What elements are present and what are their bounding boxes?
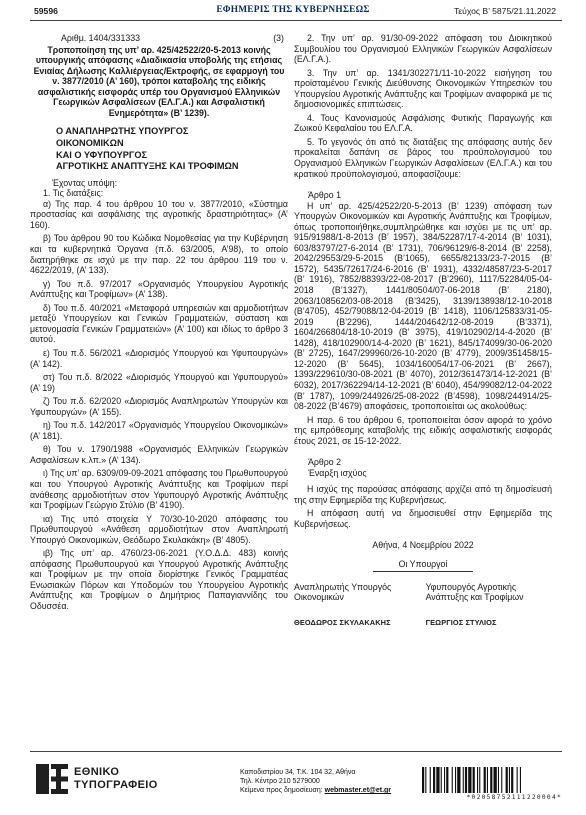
decision-title: Τροποποίηση της υπ’ αρ. 425/42522/20-5-2013 κοινής υπουργικής απόφασης «Διαδικασία υποβολής της ετήσιας Ενιαίας Δήλωσης Καλλιέργειας/Εκτροφής, σε εφαρμογή του ν. 3877/2010 (Α’ 160), τρόποι καταβολής της ειδικής ασφαλιστικής εισφοράς υπέρ του Οργανισμού Ελληνικών Γεωργικών Ασφαλίσεων (ΕΛ.Γ.Α.) και Ασφαλιστική Ενημερότητα» (Β’ 1239). xyxy=(33,44,285,118)
barcode-icon xyxy=(422,767,562,793)
article-2-heading: Άρθρο 2 xyxy=(308,457,342,468)
regard-item-3: 3. Την υπ’ αρ. 1341/302271/11-10-2022 εισήγηση του προϊσταμένου Γενικής Διεύθυνσης Οικονομικών Υπηρεσιών του Υπουργείου Αγροτικής Ανάπτυξης και Τροφίμων αναφορικά με τις δημοσιονομικές επιπτώσεις. xyxy=(294,67,552,110)
provision-c: γ) Του π.δ. 97/2017 «Οργανισμός Υπουργείου Αγροτικής Ανάπτυξης και Τροφίμων» (Α’ 138). xyxy=(30,278,288,300)
provision-ib: ιβ) Της υπ’ αρ. 4760/23-06-2021 (Υ.Ο.Δ.Δ. 483) κοινής απόφασης Πρωθυπουργού και Υπουργού Αγροτικής Ανάπτυξης και Τροφίμων με την οποία διορίστηκε Γενικός Γραμματέας Ενωσιακών Πόρων και Υποδομών του Υπουργείου Αγροτικής Ανάπτυξης και Τροφίμων ο Δημήτριος Παπαγιαννίδης του Οδυσσέα. xyxy=(30,548,288,611)
page-header xyxy=(24,6,562,20)
provision-h: η) Του π.δ. 142/2017 «Οργανισμός Υπουργείου Οικονομικών» (Α’ 181). xyxy=(30,420,288,441)
barcode-number: *02058752111220004* xyxy=(466,794,562,801)
provisions-intro: 1. Τις διατάξεις: xyxy=(43,188,104,199)
gazette-title: ΕΦΗΜΕΡΙΣ ΤΗΣ ΚΥΒΕΡΝΗΣΕΩΣ xyxy=(216,5,370,15)
decision-index: (3) xyxy=(273,33,284,43)
signatures xyxy=(294,582,552,629)
article-1-paragraph-2: Η παρ. 6 του άρθρου 6, τροποποιείται όσον αφορά το χρόνο της εμπρόθεσμης καταβολής της ειδικής ασφαλιστικής εισφοράς έτους 2021, σε 15-12-2022. xyxy=(294,414,552,446)
provision-th: θ) Του ν. 1790/1988 «Οργανισμός Ελληνικών Γεωργικών Ασφαλίσεων κ.λπ.» (Α’ 134). xyxy=(30,444,288,465)
authority-line-2: ΟΙΚΟΝΟΜΙΚΩΝ xyxy=(56,137,124,148)
article-2-paragraph-1: Η ισχύς της παρούσας απόφασης αρχίζει από τη δημοσίευσή της στην Εφημερίδα της Κυβερνήσεως. xyxy=(294,484,552,505)
signature-caption-rule xyxy=(373,571,473,572)
signature-left-name: ΘΕΟΔΩΡΟΣ ΣΚΥΛΑΚΑΚΗΣ xyxy=(294,617,391,627)
footer-address: Καποδιστρίου 34, Τ.Κ. 104 32, Αθήνα xyxy=(240,769,356,776)
decision-number-line xyxy=(30,33,288,44)
signature-left-role: Αναπληρωτής Υπουργός Οικονομικών xyxy=(294,581,392,603)
signature-date: Αθήνα, 4 Νοεμβρίου 2022 xyxy=(372,539,474,550)
provision-z: ζ) Του π.δ. 62/2020 «Διορισμός Αναπληρωτών Υπουργών και Υφυπουργών» (Α’ 155). xyxy=(30,396,288,417)
signature-left xyxy=(294,582,420,629)
issue-number: Τεύχος Β’ 5875/21.11.2022 xyxy=(453,6,556,16)
authority-line-4: ΑΓΡΟΤΙΚΗΣ ΑΝΑΠΤΥΞΗΣ ΚΑΙ ΤΡΟΦΙΜΩΝ xyxy=(56,161,239,172)
right-column xyxy=(294,33,552,628)
signature-right-role: Υφυπουργός Αγροτικής Ανάπτυξης και Τροφίμων xyxy=(425,581,524,603)
article-1-paragraph-1: Η υπ’ αρ. 425/42522/20-5-2013 (Β’ 1239) απόφαση των Υπουργών Οικονομικών και Αγροτικής Ανάπτυξης και Τροφίμων, όπως τροποποιήθηκε,συμπληρώθηκε και ισχύει με τις υπ’ αρ. 915/91988/1-8-2013 (Β’ 1957), 384/52287/17-4-2014 (Β’ 1031), 603/83797/27-6-2014 (Β’ 1731), 706/96129/6-8-2014 (Β’ 2258), 2042/29553/29-5-2015 (Β’1065), 6655/82133/23-7-2015 (Β’ 1572), 5435/72617/24-6-2016 (Β’ 1931), 4332/48587/23-5-2017 (Β’ 1916), 7852/88393/22-08-2017 (Β’2960), 1117/52284/05-04-2018 (Β’1327), 1441/80504/07-06-2018 (Β’ 2180), 2063/108562/03-08-2018 (Β’3425), 3139/138938/12-10-2018 (Β’4705), 452/79088/12-04-2019 (Β’ 1418), 1106/125833/31-05-2019 (Β’2296), 1444/204642/12-08-2019 (Β’3371), 1604/266804/18-10-2019 (Β’ 3975), 419/102902/14-4-2020 (Β’ 1428), 418/102900/14-4-2020 (Β’ 1621), 845/174099/30-06-2020 (Β’ 2725), 1647/299960/26-10-2020 (Β’ 4779), 2009/351458/15-12-2020 (Β’ 5645), 1034/160054/17-06-2021 (Β’ 2667), 1393/229610/30-08-2021 (Β’ 4070), 2012/361473/14-12-2021 (Β’ 6032), 2017/362294/14-12-2021 (Β’ 6040), 454/99082/12-04-2022 (Β’ 1787), 1099/244926/25-08-2022 (Β’4598), 1098/244914/25-08-2022 (Β’4679) αποφάσεις, τροποποιείται ως ακολούθως: xyxy=(294,200,552,412)
footer-email-label: Κείμενα προς δημοσίευση: xyxy=(240,787,323,795)
article-2-subheading: Έναρξη ισχύος xyxy=(308,467,367,478)
regard-item-2: 2. Την υπ’ αρ. 91/30-09-2022 απόφαση του Διοικητικού Συμβουλίου του Οργανισμού Ελληνικών Γεωργικών Ασφαλίσεων (ΕΛ.Γ.Α.). xyxy=(294,33,552,65)
authority-line-3: ΚΑΙ Ο ΥΦΥΠΟΥΡΓΟΣ xyxy=(56,149,148,160)
provision-i: ι) Της υπ’ αρ. 6309/09-09-2021 απόφασης του Πρωθυπουργού και του Υπουργού Αγροτικής Ανάπτυξης και Τροφίμων περί ανάθεσης αρμοδιοτήτων στον Υφυπουργό Αγροτικής Ανάπτυξης και Τροφίμων Γεώργιο Στύλιο (Β’ 4190). xyxy=(30,468,288,511)
signature-right xyxy=(426,582,552,629)
authority-line-1: Ο ΑΝΑΠΛΗΡΩΤΗΣ ΥΠΟΥΡΓΟΣ xyxy=(56,126,189,137)
header-rule xyxy=(30,20,562,21)
provision-ia: ια) Της υπό στοιχεία Υ 70/30-10-2020 απόφασης του Πρωθυπουργού «Ανάθεση αρμοδιοτήτων στον Αναπληρωτή Υπουργό Οικονομικών, Θεόδωρο Σκυλακάκη» (Β’ 4805). xyxy=(30,513,288,545)
having-regard: Έχοντας υπόψη: xyxy=(52,177,118,188)
logo-line-2: ΤΥΠΟΓΡΑΦΕΙΟ xyxy=(74,779,158,791)
provision-b: β) Του άρθρου 90 του Κώδικα Νομοθεσίας για την Κυβέρνηση και τα κυβερνητικά Όργανα (π.δ. 63/2005, Α’98), το οποίο διατηρήθηκε σε ισχύ με την παρ. 22 του άρθρου 119 του ν. 4622/2019, (Α’ 133). xyxy=(30,233,288,276)
signature-caption: Οι Υπουργοί xyxy=(398,559,448,570)
signature-right-name: ΓΕΩΡΓΙΟΣ ΣΤΥΛΙΟΣ xyxy=(425,617,497,627)
article-1-heading: Άρθρο 1 xyxy=(308,190,342,201)
left-column xyxy=(30,33,288,612)
footer-contact xyxy=(240,768,391,796)
article-2-paragraph-2: Η απόφαση αυτή να δημοσιευθεί στην Εφημερίδα της Κυβερνήσεως. xyxy=(294,508,552,529)
decision-number: Αριθμ. 1404/331333 xyxy=(61,33,141,43)
provision-st: στ) Του π.δ. 8/2022 «Διορισμός Υπουργού και Υφυπουργού» (Α’ 19) xyxy=(30,372,288,393)
provision-e: ε) Του π.δ. 56/2021 «Διορισμός Υπουργού και Υφυπουργών» (Α’ 142). xyxy=(30,347,288,369)
page-number: 59596 xyxy=(34,6,58,16)
regard-item-4: 4. Τους Κανονισμούς Ασφάλισης Φυτικής Παραγωγής και Ζωικού Κεφαλαίου του ΕΛ.Γ.Α. xyxy=(294,112,552,134)
footer-phone: Τηλ. Κέντρο 210 5279000 xyxy=(240,778,320,786)
footer-rule xyxy=(30,751,562,752)
provision-a: α) Της παρ. 4 του άρθρου 10 του ν. 3877/2010, «Σύστημα προστασίας και ασφάλισης της αγροτικής δραστηριότητας» (Α’ 160). xyxy=(30,198,288,230)
logo-text xyxy=(74,766,158,792)
page-footer xyxy=(30,751,562,811)
logo-line-1: ΕΘΝΙΚΟ xyxy=(74,766,120,778)
provision-d: δ) Του π.δ. 40/2021 «Μεταφορά υπηρεσιών και αρμοδιοτήτων μεταξύ Υπουργείων και Γενικών Γραμματειών, σύσταση και μετονομασία Γενικών Γραμματειών» (Α’ 100) και ιδίως το άρθρο 3 αυτού. xyxy=(30,302,288,345)
regard-item-5: 5. Το γεγονός ότι από τις διατάξεις της απόφασης αυτής δεν προκαλείται δαπάνη σε βάρος του προϋπολογισμού του Οργανισμού Ελληνικών Γεωργικών Ασφαλίσεων (ΕΛ.Γ.Α.) και του κρατικού προϋπολογισμού, αποφασίζουμε: xyxy=(294,136,552,179)
national-printing-office-logo-icon xyxy=(36,764,68,794)
footer-email-link[interactable]: webmaster.et@et.gr xyxy=(324,787,392,795)
